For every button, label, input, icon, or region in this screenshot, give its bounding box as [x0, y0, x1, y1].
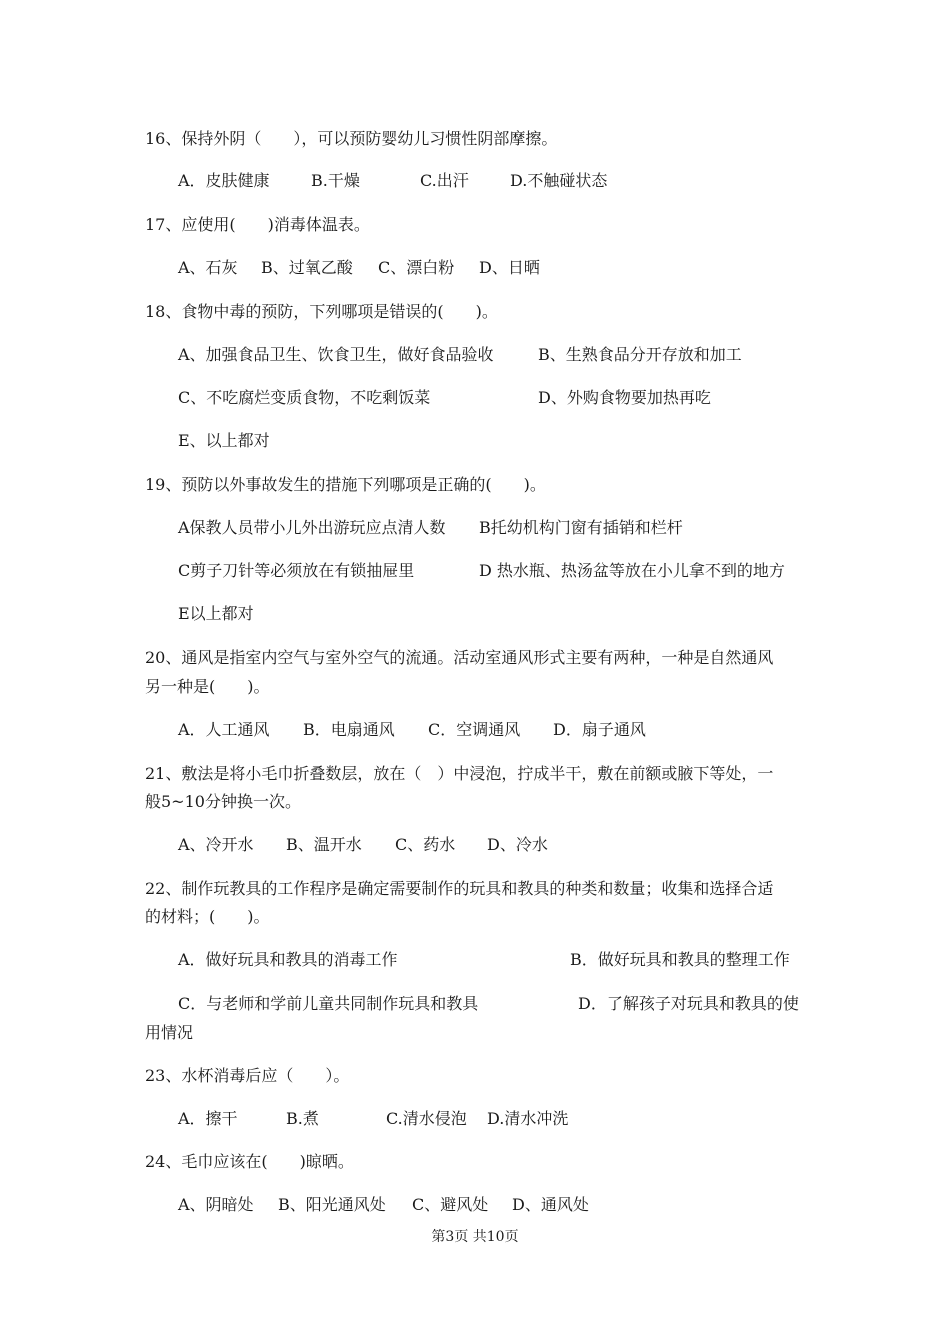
q18-option-e: E、以上都对: [178, 431, 270, 450]
q19-option-b: B托幼机构门窗有插销和栏杆: [479, 518, 683, 537]
question-18-stem: 18、食物中毒的预防，下列哪项是错误的( )。: [145, 302, 498, 321]
q21-option-b: B、温开水: [286, 835, 362, 854]
q21-option-d: D、冷水: [487, 835, 548, 854]
question-23-stem: 23、水杯消毒后应（ ）。: [145, 1066, 350, 1085]
question-21-stem-line1: 21、敷法是将小毛巾折叠数层，放在（ ）中浸泡，拧成半干，敷在前额或腋下等处，一: [145, 764, 774, 783]
question-22-stem-line2: 的材料；( )。: [145, 907, 270, 926]
q24-option-d: D、通风处: [512, 1195, 589, 1214]
question-22-stem-line1: 22、制作玩教具的工作程序是确定需要制作的玩具和教具的种类和数量；收集和选择合适: [145, 879, 774, 898]
q23-option-b: B.煮: [286, 1109, 319, 1128]
q24-option-b: B、阳光通风处: [278, 1195, 386, 1214]
q20-option-c: C．空调通风: [428, 720, 521, 739]
q18-option-c: C、不吃腐烂变质食物，不吃剩饭菜: [178, 388, 431, 407]
q23-option-a: A．擦干: [178, 1109, 238, 1128]
page-number-footer: 第3页 共10页: [431, 1229, 519, 1245]
q16-option-b: B.干燥: [311, 171, 360, 190]
q17-option-a: A、石灰: [178, 258, 238, 277]
q20-option-b: B．电扇通风: [303, 720, 395, 739]
q18-option-a: A、加强食品卫生、饮食卫生，做好食品验收: [178, 345, 494, 364]
q20-option-a: A．人工通风: [178, 720, 270, 739]
q22-option-d: D．了解孩子对玩具和教具的使: [578, 994, 799, 1013]
q18-option-d: D、外购食物要加热再吃: [538, 388, 711, 407]
q23-option-d: D.清水冲洗: [487, 1109, 569, 1128]
q22-option-b: B．做好玩具和教具的整理工作: [570, 950, 790, 969]
q19-option-d: D 热水瓶、热汤盆等放在小儿拿不到的地方: [479, 561, 785, 580]
q20-option-d: D．扇子通风: [553, 720, 646, 739]
q17-option-d: D、日晒: [479, 258, 540, 277]
q18-option-b: B、生熟食品分开存放和加工: [538, 345, 742, 364]
q16-option-c: C.出汗: [420, 171, 469, 190]
q16-option-a: A．皮肤健康: [178, 171, 270, 190]
q22-option-a: A．做好玩具和教具的消毒工作: [178, 950, 398, 969]
q23-option-c: C.清水侵泡: [386, 1109, 467, 1128]
q17-option-b: B、过氧乙酸: [261, 258, 353, 277]
q22-option-c: C．与老师和学前儿童共同制作玩具和教具: [178, 994, 479, 1013]
q17-option-c: C、漂白粉: [378, 258, 455, 277]
question-20-stem-line1: 20、通风是指室内空气与室外空气的流通。活动室通风形式主要有两种，一种是自然通风: [145, 648, 774, 667]
q16-option-d: D.不触碰状态: [510, 171, 608, 190]
q19-option-c: C剪子刀针等必须放在有锁抽屉里: [178, 561, 415, 580]
q21-option-c: C、药水: [395, 835, 456, 854]
q19-option-a: A保教人员带小儿外出游玩应点清人数: [178, 518, 446, 537]
question-17-stem: 17、应使用( )消毒体温表。: [145, 215, 370, 234]
question-20-stem-line2: 另一种是( )。: [145, 677, 270, 696]
q22-option-d-continued: 用情况: [145, 1023, 194, 1042]
q24-option-c: C、避风处: [412, 1195, 489, 1214]
q19-option-e: E以上都对: [178, 604, 254, 623]
question-21-stem-line2: 般5~10分钟换一次。: [145, 792, 301, 811]
question-19-stem: 19、预防以外事故发生的措施下列哪项是正确的( )。: [145, 475, 546, 494]
question-24-stem: 24、毛巾应该在( )晾晒。: [145, 1152, 354, 1171]
question-16-stem: 16、保持外阴（ ），可以预防婴幼儿习惯性阴部摩擦。: [145, 129, 558, 148]
q21-option-a: A、冷开水: [178, 835, 254, 854]
q24-option-a: A、阴暗处: [178, 1195, 254, 1214]
